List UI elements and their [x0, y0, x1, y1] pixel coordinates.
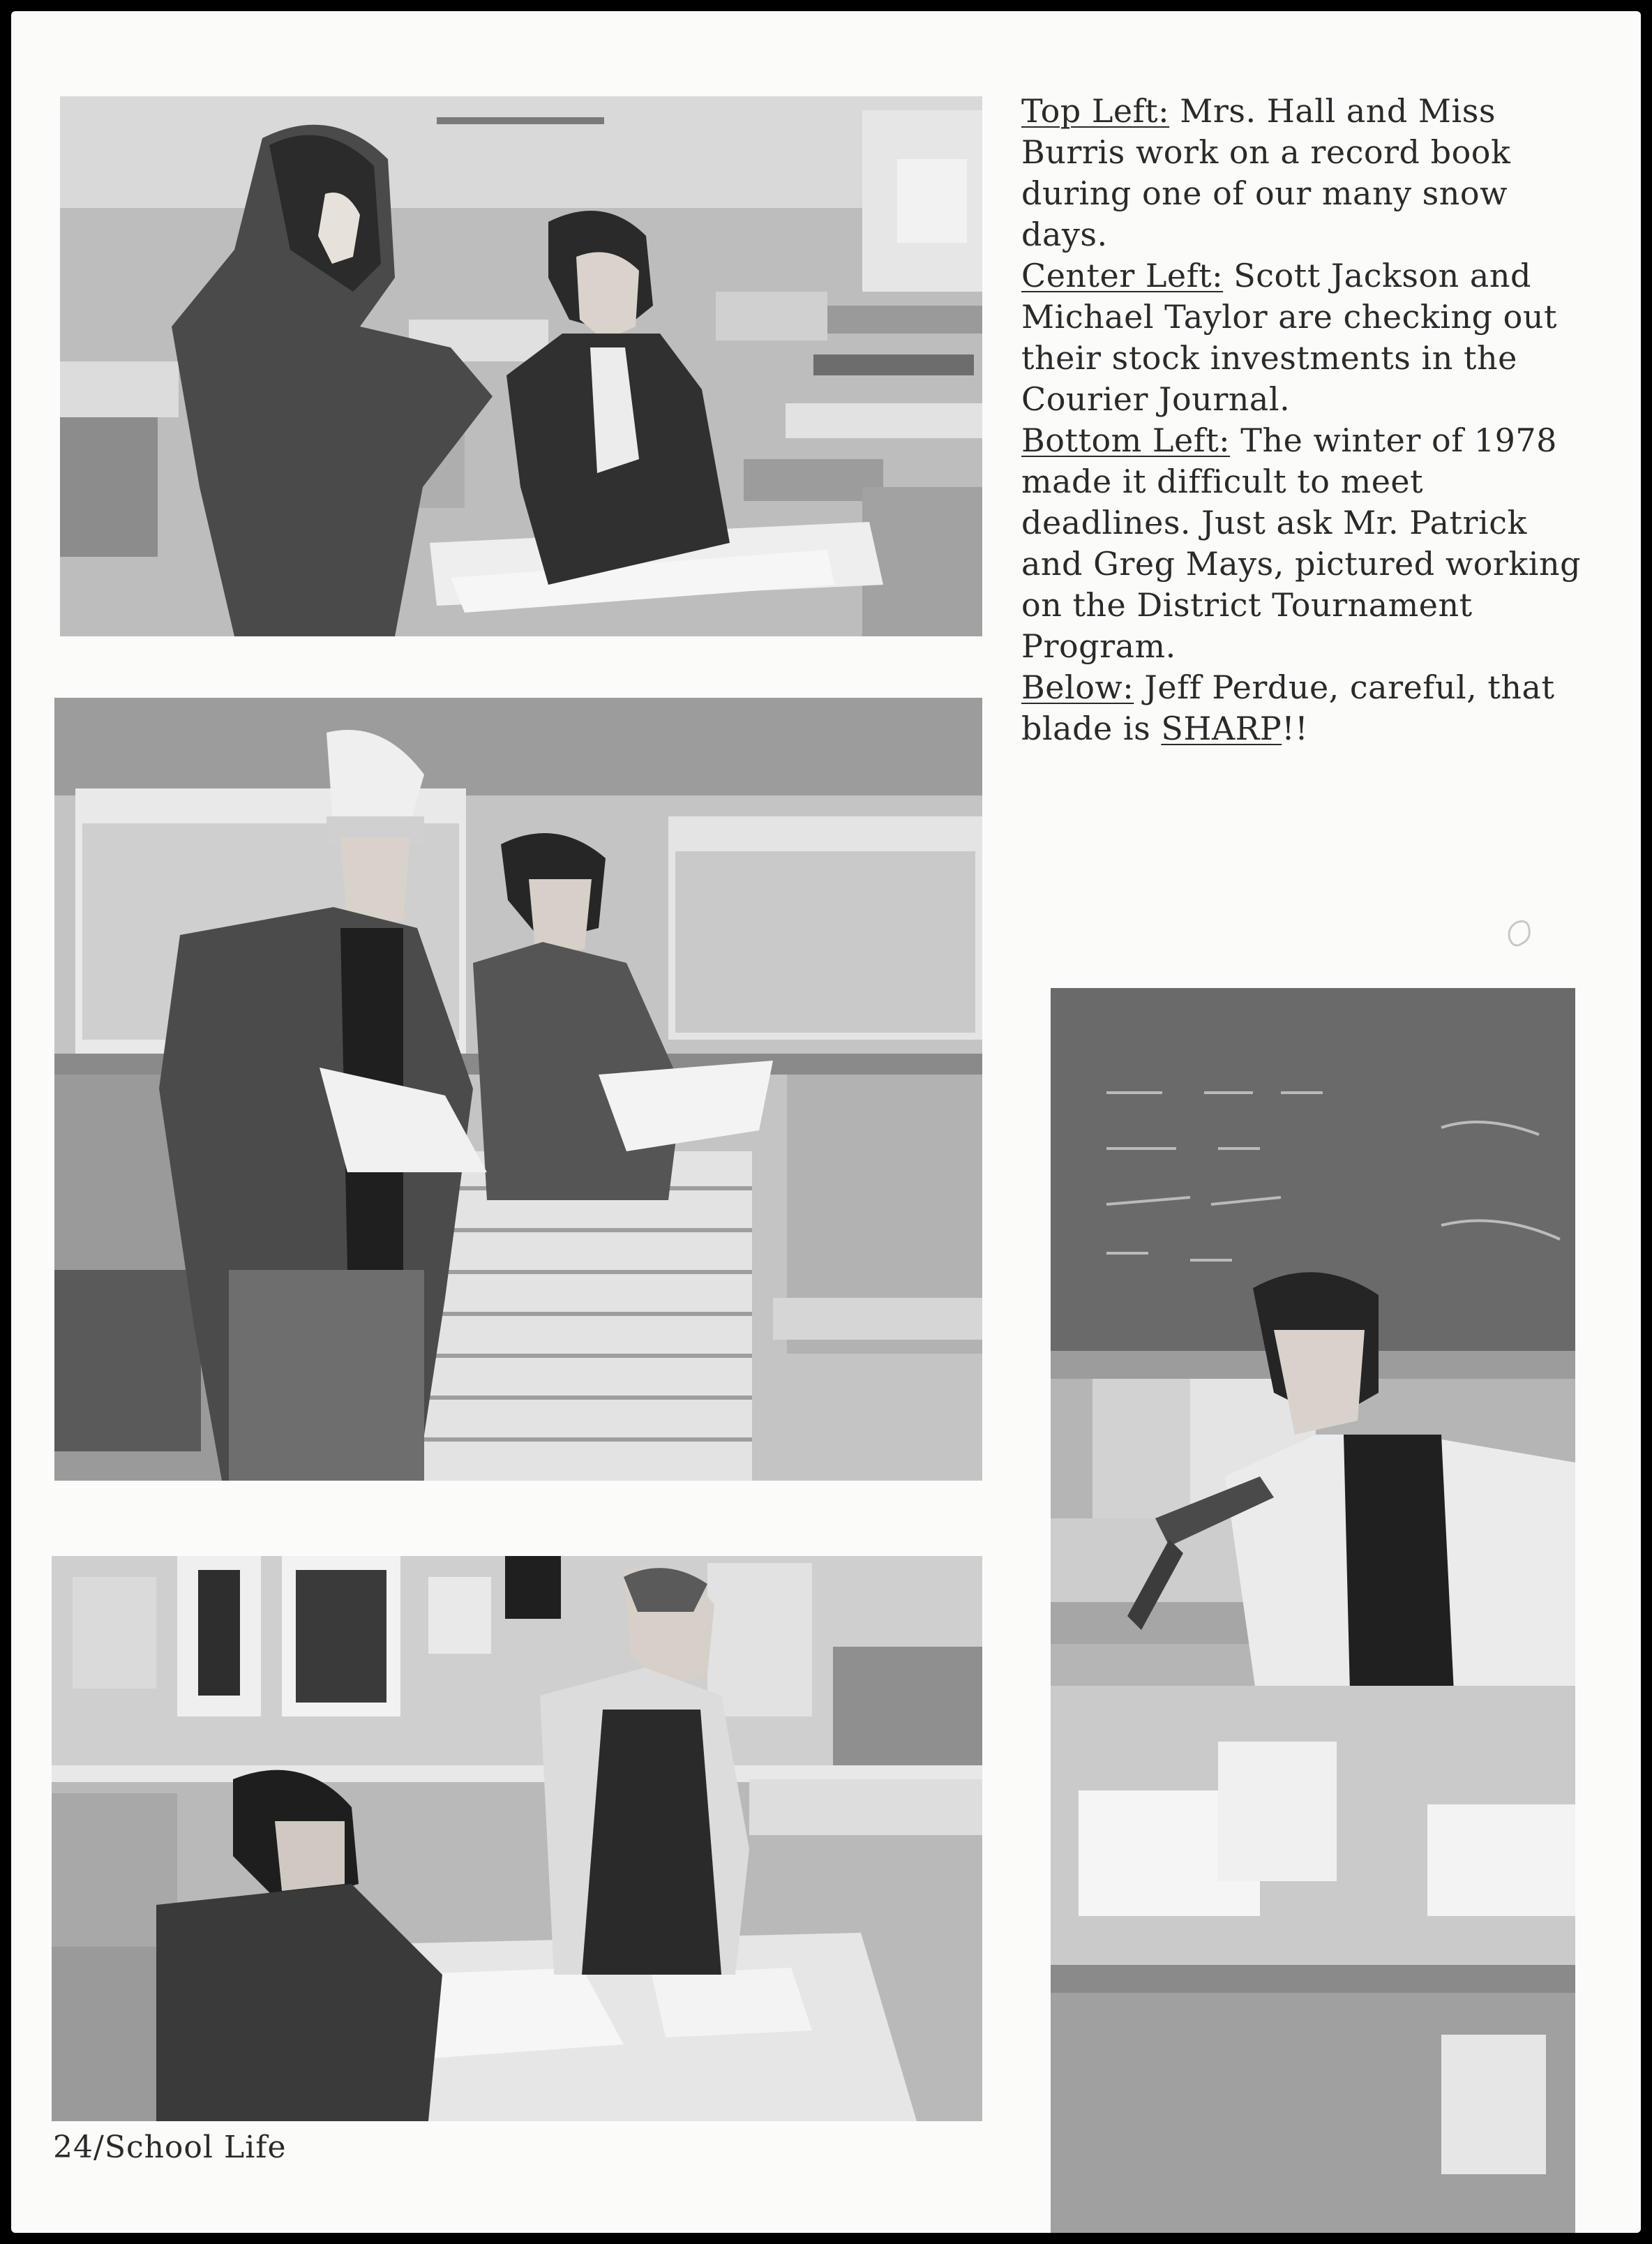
page-footer: 24/School Life: [53, 2130, 287, 2165]
caption-text: Scott Jackson and Michael Taylor are checking out their stock investments in the Courier Journal.: [1021, 257, 1557, 418]
caption-center-left: [1021, 255, 1593, 420]
caption-block: [1021, 91, 1593, 749]
ink-blot-mark: [1504, 918, 1532, 949]
caption-emphasis: SHARP: [1161, 710, 1282, 747]
photo-center-left: [54, 698, 982, 1481]
caption-label: Center Left:: [1021, 257, 1224, 294]
caption-top-left: [1021, 91, 1593, 255]
caption-bottom-left: [1021, 420, 1593, 667]
caption-label: Bottom Left:: [1021, 421, 1231, 459]
photo-bottom-left: [52, 1556, 982, 2121]
caption-text-end: !!: [1282, 710, 1309, 747]
photo-right: [1051, 988, 1575, 2233]
caption-text: Mrs. Hall and Miss Burris work on a record book during one of our many snow days.: [1021, 92, 1511, 253]
caption-text: The winter of 1978 made it difficult to meet deadlines. Just ask Mr. Patrick and Greg Mays, pictured working on the District Tournament Program.: [1021, 421, 1582, 665]
caption-label: Below:: [1021, 668, 1134, 706]
caption-label: Top Left:: [1021, 92, 1170, 130]
caption-below: [1021, 667, 1593, 749]
yearbook-page: [11, 11, 1641, 2233]
photo-top-left: [60, 96, 982, 636]
caption-text: Jeff Perdue, careful, that blade is: [1021, 668, 1555, 747]
